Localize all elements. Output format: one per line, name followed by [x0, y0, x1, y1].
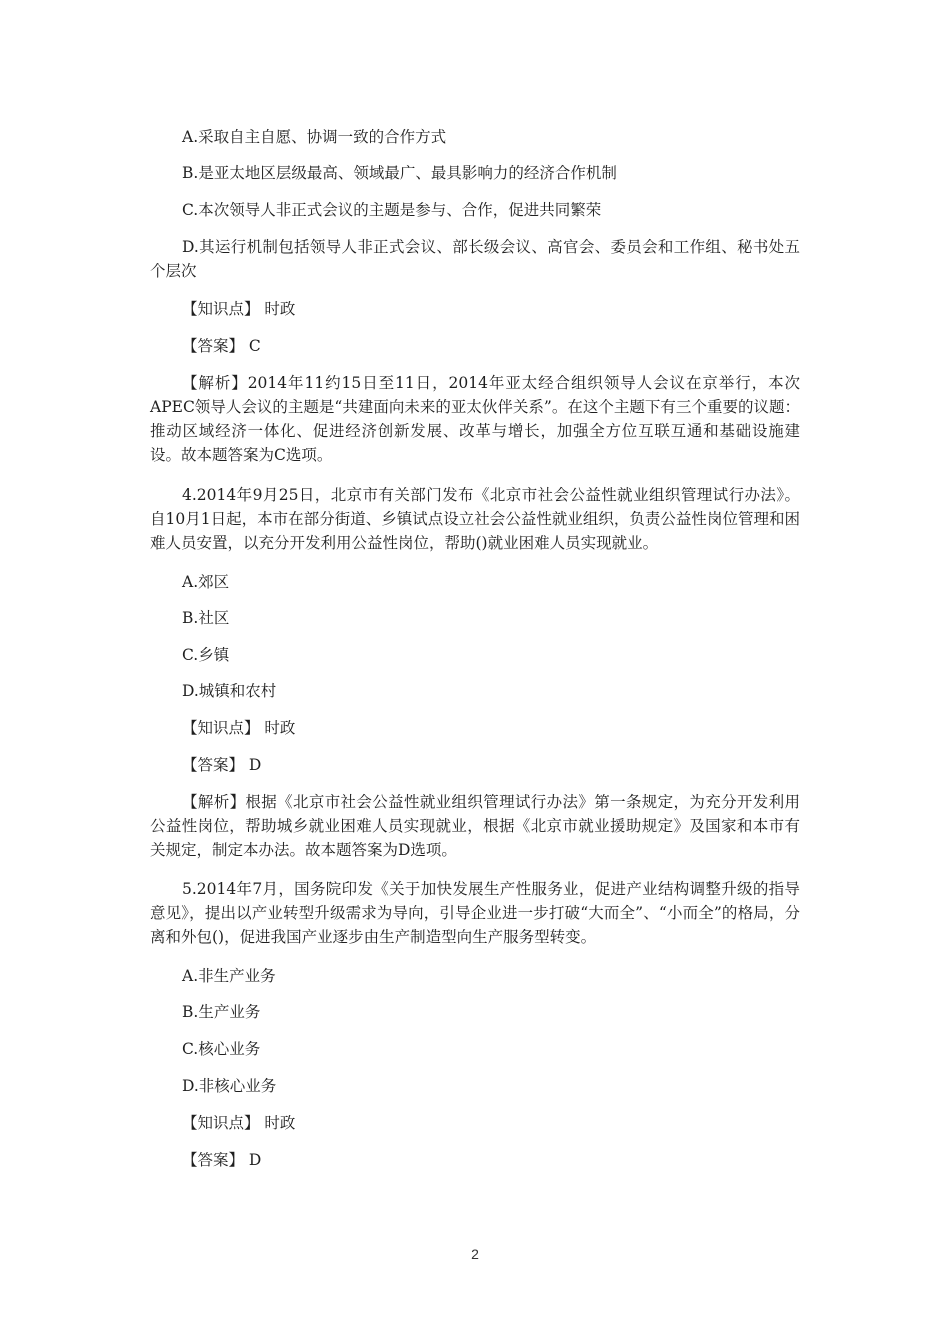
analysis-paragraph: 【解析】根据《北京市社会公益性就业组织管理试行办法》第一条规定，为充分开发利用公益性岗位，帮助城乡就业困难人员实现就业，根据《北京市就业援助规定》及国家和本市有关规定，制定本办法。故本题答案为D选项。: [150, 793, 800, 859]
question-4: 4.2014年9月25日，北京市有关部门发布《北京市社会公益性就业组织管理试行办法》。自10月1日起，本市在部分街道、乡镇试点设立社会公益性就业组织，负责公益性岗位管理和困难人员安置，以充分开发利用公益性岗位，帮助()就业困难人员实现就业。: [150, 486, 800, 552]
option-a: A.采取自主自愿、协调一致的合作方式: [182, 128, 447, 146]
knowledge-point: 【知识点】 时政: [182, 719, 296, 737]
option-b: B.社区: [182, 609, 230, 627]
option-d: D.其运行机制包括领导人非正式会议、部长级会议、高官会、委员会和工作组、秘书处五个层次: [150, 238, 800, 280]
knowledge-point: 【知识点】 时政: [182, 300, 296, 318]
option-d: D.非核心业务: [182, 1077, 277, 1095]
option-b: B.是亚太地区层级最高、领域最广、最具影响力的经济合作机制: [182, 164, 617, 182]
analysis-paragraph: 【解析】2014年11约15日至11日，2014年亚太经合组织领导人会议在京举行，本次APEC领导人会议的主题是“共建面向未来的亚太伙伴关系”。在这个主题下有三个重要的议题：推动区域经济一体化、促进经济创新发展、改革与增长，加强全方位互联互通和基础设施建设。故本题答案为C选项。: [150, 374, 800, 464]
answer: 【答案】 D: [182, 756, 262, 774]
option-c: C.乡镇: [182, 646, 230, 664]
knowledge-point: 【知识点】 时政: [182, 1114, 296, 1132]
answer: 【答案】 D: [182, 1151, 262, 1169]
question-5: 5.2014年7月，国务院印发《关于加快发展生产性服务业，促进产业结构调整升级的指导意见》，提出以产业转型升级需求为导向，引导企业进一步打破“大而全”、“小而全”的格局，分离和外包()，促进我国产业逐步由生产制造型向生产服务型转变。: [150, 880, 800, 946]
option-d: D.城镇和农村: [182, 682, 277, 700]
option-c: C.核心业务: [182, 1040, 261, 1058]
option-a: A.郊区: [182, 573, 230, 591]
option-b: B.生产业务: [182, 1003, 261, 1021]
option-c: C.本次领导人非正式会议的主题是参与、合作，促进共同繁荣: [182, 201, 602, 219]
answer: 【答案】 C: [182, 337, 261, 355]
option-a: A.非生产业务: [182, 967, 276, 985]
page-number: 2: [471, 1246, 479, 1262]
